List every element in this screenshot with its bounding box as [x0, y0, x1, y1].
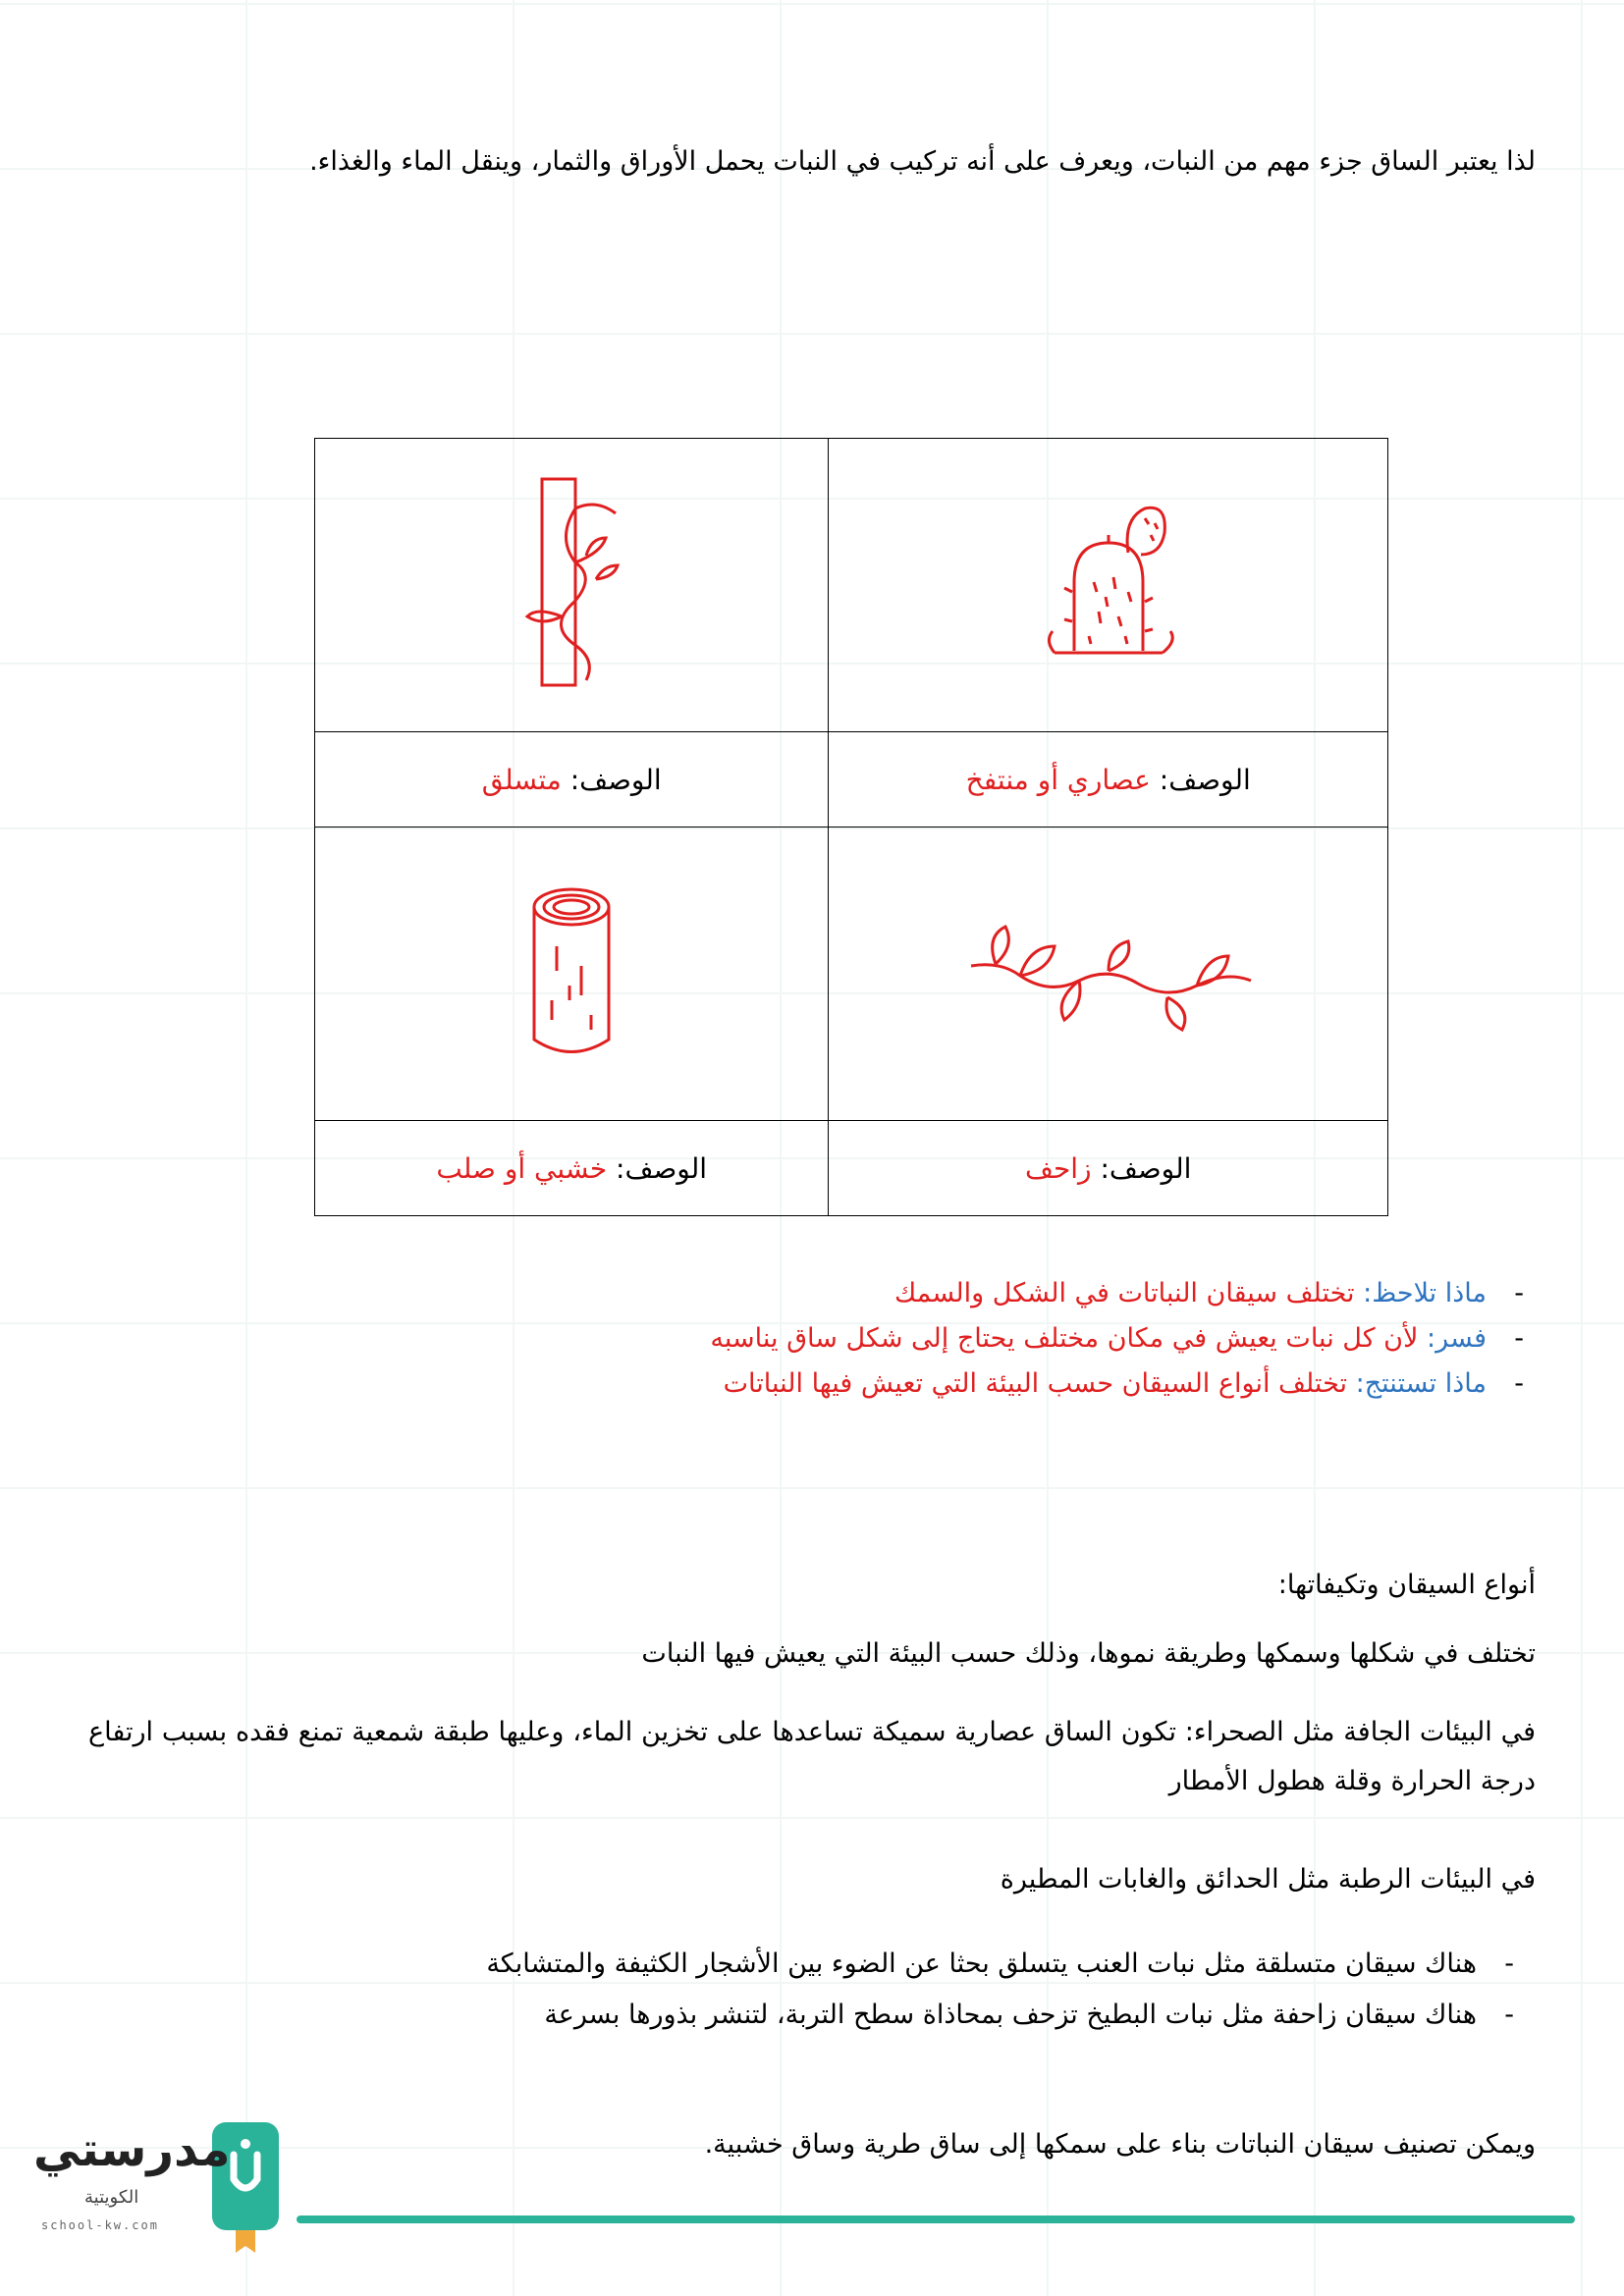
creeping-cell — [829, 828, 1388, 1121]
conclude-prompt: ماذا تستنتج: — [1355, 1368, 1487, 1399]
intro-paragraph: لذا يعتبر الساق جزء مهم من النبات، ويعرف على أنه تركيب في النبات يحمل الأوراق والثمار، وينقل الماء والغذاء. — [309, 146, 1536, 177]
label-cell-woody — [315, 1121, 829, 1216]
climbing-cell — [315, 439, 829, 732]
desc-value-climbing: متسلق — [481, 763, 562, 796]
shape-paragraph: تختلف في شكلها وسمكها وطريقة نموها، وذلك حسب البيئة التي يعيش فيها النبات — [641, 1638, 1536, 1669]
cactus-icon — [1035, 494, 1182, 670]
conclude-answer: تختلف أنواع السيقان حسب البيئة التي تعيش فيها النباتات — [723, 1368, 1348, 1399]
section-heading: أنواع السيقان وتكيفاتها: — [1277, 1570, 1536, 1600]
desc-prefix: الوصف: — [1159, 763, 1251, 796]
wet-adaptation-list — [88, 1939, 1536, 2041]
wet-environment-paragraph: في البيئات الرطبة مثل الحدائق والغابات المطيرة — [1000, 1864, 1536, 1895]
climbing-vine-icon — [508, 469, 635, 695]
logo-name: مدرستي — [33, 2122, 231, 2177]
school-logo — [20, 2110, 285, 2277]
observation-list — [88, 1271, 1536, 1407]
observe-prompt: ماذا تلاحظ: — [1363, 1278, 1487, 1308]
woody-cell — [315, 828, 829, 1121]
explain-answer: لأن كل نبات يعيش في مكان مختلف يحتاج إلى شكل ساق يناسبه — [710, 1323, 1419, 1354]
list-item — [88, 1271, 1536, 1316]
label-cell-climbing — [315, 732, 829, 828]
observe-answer: تختلف سيقان النباتات في الشكل والسمك — [893, 1278, 1355, 1308]
list-item: - هناك سيقان زاحفة مثل نبات البطيخ تزحف بمحاذاة سطح التربة، لتنشر بذورها بسرعة — [88, 1990, 1536, 2041]
log-icon — [522, 878, 621, 1064]
classification-paragraph: ويمكن تصنيف سيقان النباتات بناء على سمكها إلى ساق طرية وساق خشبية. — [704, 2129, 1536, 2160]
list-item — [88, 1316, 1536, 1362]
logo-subtitle: الكويتية — [84, 2187, 139, 2208]
label-cell-creeping — [829, 1121, 1388, 1216]
list-item — [88, 1362, 1536, 1407]
desc-value-succulent: عصاري أو منتفخ — [965, 763, 1151, 796]
creeping-vine-icon — [961, 907, 1256, 1035]
list-item: - هناك سيقان متسلقة مثل نبات العنب يتسلق بحثا عن الضوء بين الأشجار الكثيفة والمتشابكة — [88, 1939, 1536, 1990]
desc-value-creeping: زاحف — [1024, 1151, 1092, 1185]
stem-types-table — [314, 438, 1388, 1216]
desc-prefix: الوصف: — [616, 1151, 707, 1185]
dry-environment-paragraph: في البيئات الجافة مثل الصحراء: تكون الساق عصارية سميكة تساعدها على تخزين الماء، وعليها طبقة شمعية تمنع فقده بسبب ارتفاع درجة الحرارة وقلة هطول الأمطار — [88, 1717, 1536, 1796]
desc-prefix: الوصف: — [569, 763, 662, 796]
label-cell-succulent — [829, 732, 1388, 828]
footer-divider — [297, 2216, 1575, 2223]
cactus-cell — [829, 439, 1388, 732]
explain-prompt: فسر: — [1427, 1323, 1487, 1354]
desc-value-woody: خشبي أو صلب — [436, 1151, 608, 1185]
logo-url: school-kw.com — [41, 2218, 159, 2232]
desc-prefix: الوصف: — [1100, 1151, 1192, 1185]
